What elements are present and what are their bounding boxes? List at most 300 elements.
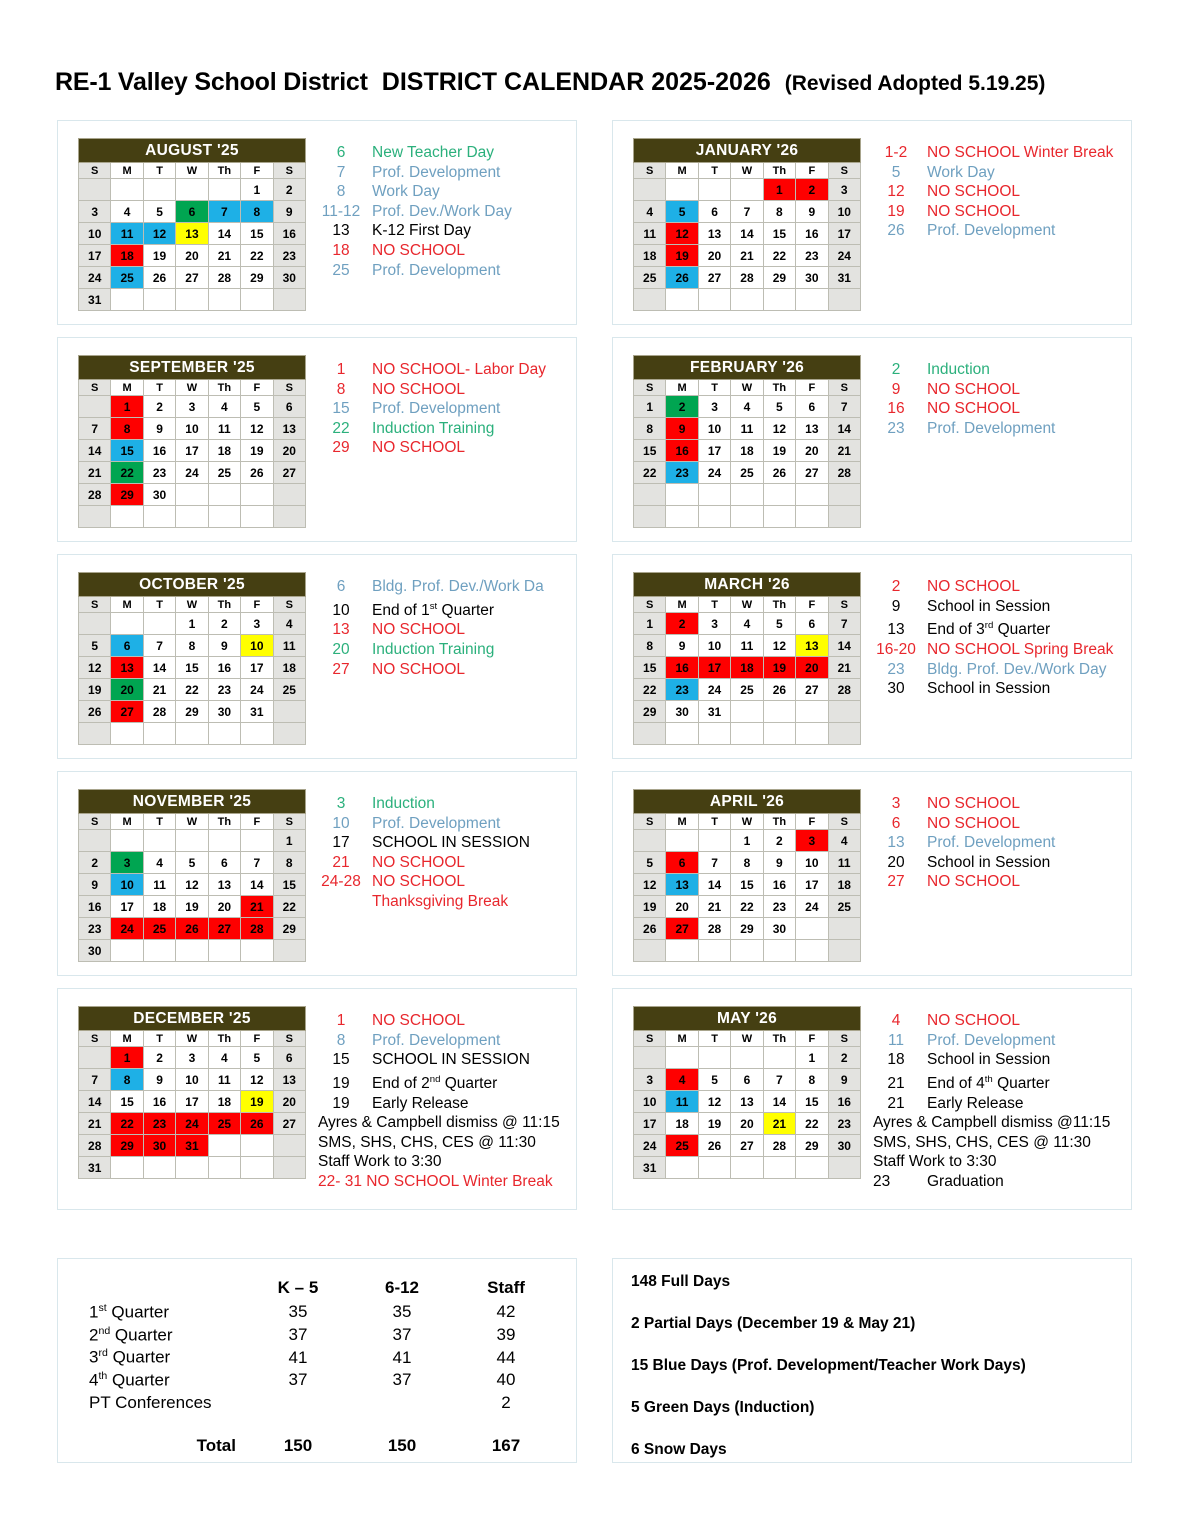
day-cell[interactable]: 27: [666, 918, 698, 940]
day-cell[interactable]: 30: [79, 940, 111, 962]
day-cell-empty[interactable]: [763, 1157, 795, 1179]
day-cell[interactable]: 13: [176, 223, 208, 245]
day-cell[interactable]: 20: [273, 1091, 305, 1113]
day-cell-empty[interactable]: [79, 396, 111, 418]
day-cell-empty[interactable]: [241, 830, 273, 852]
day-cell[interactable]: 7: [241, 852, 273, 874]
day-cell[interactable]: 20: [796, 657, 828, 679]
day-cell[interactable]: 11: [731, 418, 763, 440]
day-cell[interactable]: 6: [273, 396, 305, 418]
day-cell[interactable]: 8: [634, 635, 666, 657]
day-cell[interactable]: 28: [208, 267, 240, 289]
day-cell-empty[interactable]: [273, 506, 305, 528]
day-cell-empty[interactable]: [763, 701, 795, 723]
day-cell[interactable]: 9: [79, 874, 111, 896]
day-cell[interactable]: 4: [143, 852, 175, 874]
day-cell[interactable]: 11: [731, 635, 763, 657]
day-cell[interactable]: 24: [634, 1135, 666, 1157]
day-cell-empty[interactable]: [273, 723, 305, 745]
day-cell[interactable]: 1: [176, 613, 208, 635]
day-cell[interactable]: 26: [241, 1113, 273, 1135]
day-cell[interactable]: 18: [111, 245, 143, 267]
day-cell[interactable]: 26: [763, 679, 795, 701]
day-cell[interactable]: 17: [698, 440, 730, 462]
day-cell[interactable]: 22: [176, 679, 208, 701]
day-cell[interactable]: 20: [666, 896, 698, 918]
day-cell[interactable]: 1: [763, 179, 795, 201]
day-cell[interactable]: 6: [111, 635, 143, 657]
day-cell[interactable]: 25: [666, 1135, 698, 1157]
day-cell[interactable]: 26: [763, 462, 795, 484]
day-cell[interactable]: 15: [763, 223, 795, 245]
day-cell-empty[interactable]: [634, 723, 666, 745]
day-cell[interactable]: 5: [763, 613, 795, 635]
day-cell[interactable]: 22: [241, 245, 273, 267]
day-cell[interactable]: 7: [828, 613, 860, 635]
day-cell[interactable]: 4: [111, 201, 143, 223]
day-cell-empty[interactable]: [731, 289, 763, 311]
day-cell-empty[interactable]: [241, 1157, 273, 1179]
day-cell[interactable]: 12: [763, 635, 795, 657]
day-cell[interactable]: 4: [828, 830, 860, 852]
day-cell-empty[interactable]: [666, 179, 698, 201]
day-cell[interactable]: 9: [763, 852, 795, 874]
day-cell[interactable]: 25: [828, 896, 860, 918]
day-cell[interactable]: 5: [79, 635, 111, 657]
day-cell-empty[interactable]: [208, 1157, 240, 1179]
day-cell[interactable]: 1: [796, 1047, 828, 1069]
day-cell[interactable]: 13: [796, 418, 828, 440]
day-cell[interactable]: 21: [241, 896, 273, 918]
day-cell-empty[interactable]: [176, 179, 208, 201]
day-cell-empty[interactable]: [241, 506, 273, 528]
day-cell-empty[interactable]: [634, 179, 666, 201]
day-cell-empty[interactable]: [698, 289, 730, 311]
day-cell-empty[interactable]: [111, 506, 143, 528]
day-cell-empty[interactable]: [79, 179, 111, 201]
day-cell[interactable]: 2: [143, 396, 175, 418]
day-cell[interactable]: 9: [666, 635, 698, 657]
day-cell[interactable]: 24: [698, 462, 730, 484]
day-cell-empty[interactable]: [698, 723, 730, 745]
day-cell[interactable]: 3: [698, 613, 730, 635]
day-cell-empty[interactable]: [666, 1047, 698, 1069]
day-cell[interactable]: 10: [176, 418, 208, 440]
day-cell[interactable]: 22: [763, 245, 795, 267]
day-cell[interactable]: 6: [666, 852, 698, 874]
day-cell[interactable]: 3: [698, 396, 730, 418]
day-cell[interactable]: 1: [273, 830, 305, 852]
day-cell[interactable]: 12: [241, 1069, 273, 1091]
day-cell[interactable]: 3: [796, 830, 828, 852]
day-cell[interactable]: 11: [111, 223, 143, 245]
day-cell[interactable]: 9: [143, 418, 175, 440]
day-cell-empty[interactable]: [273, 701, 305, 723]
day-cell-empty[interactable]: [763, 289, 795, 311]
day-cell[interactable]: 28: [731, 267, 763, 289]
day-cell-empty[interactable]: [731, 484, 763, 506]
day-cell[interactable]: 16: [208, 657, 240, 679]
day-cell-empty[interactable]: [241, 484, 273, 506]
day-cell[interactable]: 22: [273, 896, 305, 918]
day-cell[interactable]: 31: [79, 289, 111, 311]
day-cell[interactable]: 2: [666, 396, 698, 418]
day-cell[interactable]: 4: [273, 613, 305, 635]
day-cell-empty[interactable]: [731, 701, 763, 723]
day-cell[interactable]: 13: [796, 635, 828, 657]
day-cell[interactable]: 23: [666, 462, 698, 484]
day-cell-empty[interactable]: [111, 613, 143, 635]
day-cell-empty[interactable]: [698, 830, 730, 852]
day-cell[interactable]: 20: [208, 896, 240, 918]
day-cell-empty[interactable]: [208, 723, 240, 745]
day-cell[interactable]: 8: [763, 201, 795, 223]
day-cell[interactable]: 19: [241, 440, 273, 462]
day-cell[interactable]: 16: [143, 1091, 175, 1113]
day-cell[interactable]: 5: [176, 852, 208, 874]
day-cell[interactable]: 31: [634, 1157, 666, 1179]
day-cell[interactable]: 21: [828, 657, 860, 679]
day-cell[interactable]: 28: [763, 1135, 795, 1157]
day-cell[interactable]: 25: [208, 462, 240, 484]
day-cell-empty[interactable]: [241, 289, 273, 311]
day-cell[interactable]: 11: [666, 1091, 698, 1113]
day-cell[interactable]: 18: [731, 440, 763, 462]
day-cell[interactable]: 29: [731, 918, 763, 940]
day-cell[interactable]: 26: [79, 701, 111, 723]
day-cell[interactable]: 6: [273, 1047, 305, 1069]
day-cell[interactable]: 11: [828, 852, 860, 874]
day-cell-empty[interactable]: [796, 918, 828, 940]
day-cell[interactable]: 26: [176, 918, 208, 940]
day-cell[interactable]: 13: [273, 1069, 305, 1091]
day-cell[interactable]: 31: [698, 701, 730, 723]
day-cell[interactable]: 20: [176, 245, 208, 267]
day-cell[interactable]: 15: [111, 1091, 143, 1113]
day-cell[interactable]: 27: [796, 462, 828, 484]
day-cell[interactable]: 6: [698, 201, 730, 223]
day-cell[interactable]: 8: [634, 418, 666, 440]
day-cell[interactable]: 23: [208, 679, 240, 701]
day-cell-empty[interactable]: [698, 484, 730, 506]
day-cell[interactable]: 27: [176, 267, 208, 289]
day-cell[interactable]: 13: [111, 657, 143, 679]
day-cell[interactable]: 9: [828, 1069, 860, 1091]
day-cell[interactable]: 4: [666, 1069, 698, 1091]
day-cell[interactable]: 22: [111, 1113, 143, 1135]
day-cell[interactable]: 28: [698, 918, 730, 940]
day-cell[interactable]: 19: [79, 679, 111, 701]
day-cell-empty[interactable]: [828, 723, 860, 745]
day-cell[interactable]: 18: [208, 440, 240, 462]
day-cell-empty[interactable]: [634, 940, 666, 962]
day-cell-empty[interactable]: [111, 179, 143, 201]
day-cell[interactable]: 14: [208, 223, 240, 245]
day-cell-empty[interactable]: [634, 1047, 666, 1069]
day-cell-empty[interactable]: [176, 723, 208, 745]
day-cell[interactable]: 7: [208, 201, 240, 223]
day-cell[interactable]: 28: [828, 462, 860, 484]
day-cell-empty[interactable]: [796, 940, 828, 962]
day-cell[interactable]: 23: [143, 462, 175, 484]
day-cell[interactable]: 7: [763, 1069, 795, 1091]
day-cell-empty[interactable]: [273, 289, 305, 311]
day-cell[interactable]: 10: [634, 1091, 666, 1113]
day-cell-empty[interactable]: [828, 506, 860, 528]
day-cell-empty[interactable]: [634, 289, 666, 311]
day-cell[interactable]: 10: [796, 852, 828, 874]
day-cell[interactable]: 20: [698, 245, 730, 267]
day-cell-empty[interactable]: [111, 289, 143, 311]
day-cell[interactable]: 2: [79, 852, 111, 874]
day-cell[interactable]: 14: [79, 1091, 111, 1113]
day-cell[interactable]: 27: [111, 701, 143, 723]
day-cell[interactable]: 12: [763, 418, 795, 440]
day-cell[interactable]: 5: [666, 201, 698, 223]
day-cell[interactable]: 21: [79, 462, 111, 484]
day-cell[interactable]: 17: [828, 223, 860, 245]
day-cell[interactable]: 30: [208, 701, 240, 723]
day-cell[interactable]: 20: [111, 679, 143, 701]
day-cell-empty[interactable]: [731, 179, 763, 201]
day-cell-empty[interactable]: [143, 179, 175, 201]
day-cell-empty[interactable]: [176, 506, 208, 528]
day-cell[interactable]: 29: [111, 484, 143, 506]
day-cell[interactable]: 16: [273, 223, 305, 245]
day-cell[interactable]: 7: [79, 418, 111, 440]
day-cell-empty[interactable]: [208, 830, 240, 852]
day-cell[interactable]: 2: [796, 179, 828, 201]
day-cell[interactable]: 12: [666, 223, 698, 245]
day-cell[interactable]: 30: [143, 1135, 175, 1157]
day-cell[interactable]: 31: [241, 701, 273, 723]
day-cell[interactable]: 5: [143, 201, 175, 223]
day-cell[interactable]: 22: [796, 1113, 828, 1135]
day-cell[interactable]: 27: [208, 918, 240, 940]
day-cell-empty[interactable]: [828, 484, 860, 506]
day-cell-empty[interactable]: [176, 830, 208, 852]
day-cell[interactable]: 18: [143, 896, 175, 918]
day-cell-empty[interactable]: [143, 506, 175, 528]
day-cell[interactable]: 1: [241, 179, 273, 201]
day-cell[interactable]: 10: [111, 874, 143, 896]
day-cell[interactable]: 17: [79, 245, 111, 267]
day-cell[interactable]: 21: [698, 896, 730, 918]
day-cell[interactable]: 3: [111, 852, 143, 874]
day-cell[interactable]: 14: [241, 874, 273, 896]
day-cell-empty[interactable]: [698, 179, 730, 201]
day-cell[interactable]: 4: [731, 613, 763, 635]
day-cell[interactable]: 29: [241, 267, 273, 289]
day-cell[interactable]: 17: [796, 874, 828, 896]
day-cell-empty[interactable]: [634, 830, 666, 852]
day-cell-empty[interactable]: [143, 723, 175, 745]
day-cell[interactable]: 19: [698, 1113, 730, 1135]
day-cell[interactable]: 1: [634, 396, 666, 418]
day-cell[interactable]: 5: [763, 396, 795, 418]
day-cell[interactable]: 21: [143, 679, 175, 701]
day-cell[interactable]: 16: [763, 874, 795, 896]
day-cell-empty[interactable]: [796, 484, 828, 506]
day-cell-empty[interactable]: [143, 613, 175, 635]
day-cell[interactable]: 17: [176, 1091, 208, 1113]
day-cell[interactable]: 28: [241, 918, 273, 940]
day-cell[interactable]: 19: [241, 1091, 273, 1113]
day-cell[interactable]: 15: [273, 874, 305, 896]
day-cell[interactable]: 11: [143, 874, 175, 896]
day-cell[interactable]: 5: [241, 1047, 273, 1069]
day-cell[interactable]: 11: [273, 635, 305, 657]
day-cell[interactable]: 3: [79, 201, 111, 223]
day-cell[interactable]: 21: [208, 245, 240, 267]
day-cell[interactable]: 17: [241, 657, 273, 679]
day-cell-empty[interactable]: [666, 723, 698, 745]
day-cell[interactable]: 24: [111, 918, 143, 940]
day-cell-empty[interactable]: [828, 940, 860, 962]
day-cell[interactable]: 31: [79, 1157, 111, 1179]
day-cell[interactable]: 25: [273, 679, 305, 701]
day-cell[interactable]: 24: [828, 245, 860, 267]
day-cell-empty[interactable]: [79, 613, 111, 635]
day-cell[interactable]: 14: [143, 657, 175, 679]
day-cell[interactable]: 7: [143, 635, 175, 657]
day-cell-empty[interactable]: [79, 723, 111, 745]
day-cell[interactable]: 14: [828, 635, 860, 657]
day-cell-empty[interactable]: [111, 830, 143, 852]
day-cell[interactable]: 14: [79, 440, 111, 462]
day-cell[interactable]: 12: [698, 1091, 730, 1113]
day-cell-empty[interactable]: [273, 484, 305, 506]
day-cell[interactable]: 16: [666, 657, 698, 679]
day-cell-empty[interactable]: [143, 289, 175, 311]
day-cell[interactable]: 4: [731, 396, 763, 418]
day-cell[interactable]: 21: [731, 245, 763, 267]
day-cell[interactable]: 20: [796, 440, 828, 462]
day-cell-empty[interactable]: [666, 506, 698, 528]
day-cell[interactable]: 30: [666, 701, 698, 723]
day-cell[interactable]: 26: [666, 267, 698, 289]
day-cell-empty[interactable]: [208, 289, 240, 311]
day-cell[interactable]: 22: [634, 462, 666, 484]
day-cell[interactable]: 22: [111, 462, 143, 484]
day-cell-empty[interactable]: [666, 289, 698, 311]
day-cell[interactable]: 12: [79, 657, 111, 679]
day-cell[interactable]: 10: [176, 1069, 208, 1091]
day-cell[interactable]: 26: [241, 462, 273, 484]
day-cell[interactable]: 8: [111, 1069, 143, 1091]
day-cell[interactable]: 18: [634, 245, 666, 267]
day-cell[interactable]: 17: [698, 657, 730, 679]
day-cell[interactable]: 23: [828, 1113, 860, 1135]
day-cell[interactable]: 15: [111, 440, 143, 462]
day-cell[interactable]: 15: [796, 1091, 828, 1113]
day-cell[interactable]: 14: [731, 223, 763, 245]
day-cell[interactable]: 17: [176, 440, 208, 462]
day-cell[interactable]: 18: [828, 874, 860, 896]
day-cell[interactable]: 27: [796, 679, 828, 701]
day-cell-empty[interactable]: [666, 484, 698, 506]
day-cell[interactable]: 12: [176, 874, 208, 896]
day-cell[interactable]: 25: [143, 918, 175, 940]
day-cell-empty[interactable]: [111, 1157, 143, 1179]
day-cell[interactable]: 27: [731, 1135, 763, 1157]
day-cell[interactable]: 29: [273, 918, 305, 940]
day-cell[interactable]: 1: [111, 396, 143, 418]
day-cell-empty[interactable]: [241, 723, 273, 745]
day-cell[interactable]: 18: [666, 1113, 698, 1135]
day-cell[interactable]: 7: [79, 1069, 111, 1091]
day-cell[interactable]: 5: [698, 1069, 730, 1091]
day-cell[interactable]: 3: [828, 179, 860, 201]
day-cell-empty[interactable]: [796, 723, 828, 745]
day-cell[interactable]: 14: [698, 874, 730, 896]
day-cell[interactable]: 31: [828, 267, 860, 289]
day-cell[interactable]: 10: [828, 201, 860, 223]
day-cell-empty[interactable]: [111, 723, 143, 745]
day-cell[interactable]: 16: [143, 440, 175, 462]
day-cell[interactable]: 29: [176, 701, 208, 723]
day-cell[interactable]: 27: [273, 1113, 305, 1135]
day-cell-empty[interactable]: [143, 1157, 175, 1179]
day-cell-empty[interactable]: [176, 484, 208, 506]
day-cell[interactable]: 7: [731, 201, 763, 223]
day-cell[interactable]: 20: [273, 440, 305, 462]
day-cell-empty[interactable]: [796, 506, 828, 528]
day-cell-empty[interactable]: [208, 506, 240, 528]
day-cell[interactable]: 13: [273, 418, 305, 440]
day-cell[interactable]: 7: [698, 852, 730, 874]
day-cell[interactable]: 11: [208, 418, 240, 440]
day-cell[interactable]: 16: [79, 896, 111, 918]
day-cell[interactable]: 13: [208, 874, 240, 896]
day-cell-empty[interactable]: [176, 1157, 208, 1179]
day-cell[interactable]: 15: [731, 874, 763, 896]
day-cell[interactable]: 29: [111, 1135, 143, 1157]
day-cell[interactable]: 6: [208, 852, 240, 874]
day-cell[interactable]: 2: [208, 613, 240, 635]
day-cell-empty[interactable]: [731, 1157, 763, 1179]
day-cell[interactable]: 10: [241, 635, 273, 657]
day-cell-empty[interactable]: [111, 940, 143, 962]
day-cell-empty[interactable]: [666, 1157, 698, 1179]
day-cell[interactable]: 22: [731, 896, 763, 918]
day-cell[interactable]: 9: [273, 201, 305, 223]
day-cell[interactable]: 24: [241, 679, 273, 701]
day-cell-empty[interactable]: [241, 940, 273, 962]
day-cell[interactable]: 23: [273, 245, 305, 267]
day-cell[interactable]: 28: [828, 679, 860, 701]
day-cell[interactable]: 5: [241, 396, 273, 418]
day-cell[interactable]: 10: [79, 223, 111, 245]
day-cell[interactable]: 2: [828, 1047, 860, 1069]
day-cell[interactable]: 18: [208, 1091, 240, 1113]
day-cell-empty[interactable]: [796, 1157, 828, 1179]
day-cell-empty[interactable]: [763, 940, 795, 962]
day-cell[interactable]: 21: [79, 1113, 111, 1135]
day-cell[interactable]: 28: [79, 484, 111, 506]
day-cell[interactable]: 10: [698, 418, 730, 440]
day-cell[interactable]: 31: [176, 1135, 208, 1157]
day-cell[interactable]: 23: [79, 918, 111, 940]
day-cell[interactable]: 9: [796, 201, 828, 223]
day-cell[interactable]: 12: [634, 874, 666, 896]
day-cell[interactable]: 29: [763, 267, 795, 289]
day-cell[interactable]: 10: [698, 635, 730, 657]
day-cell[interactable]: 18: [731, 657, 763, 679]
day-cell[interactable]: 8: [111, 418, 143, 440]
day-cell[interactable]: 30: [796, 267, 828, 289]
day-cell[interactable]: 4: [208, 396, 240, 418]
